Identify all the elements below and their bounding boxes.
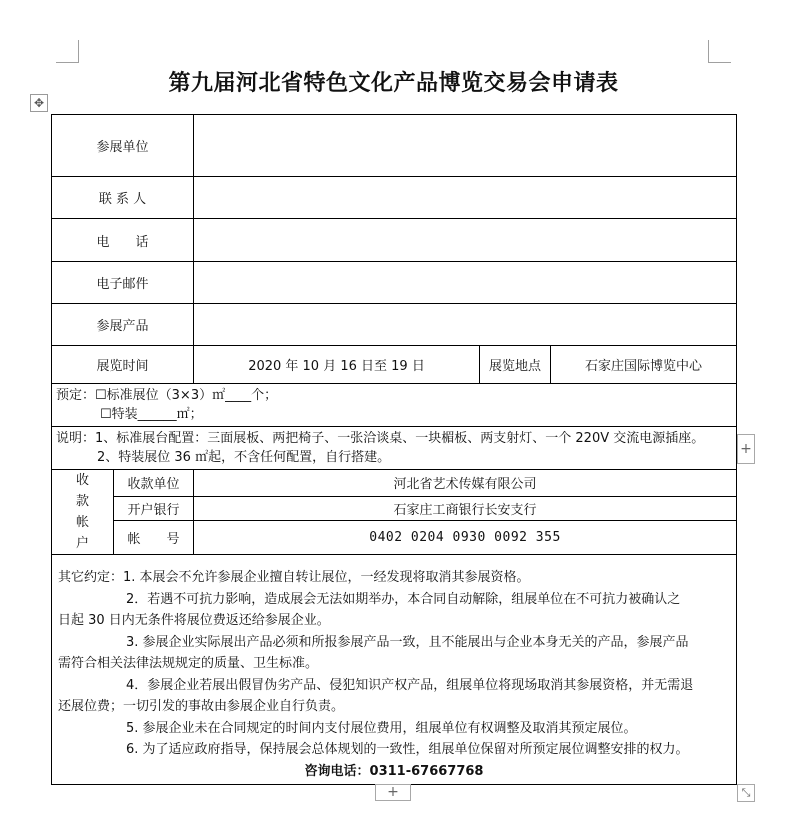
clause-2b: 日起 30 日内无条件将展位费返还给参展企业。 <box>58 613 330 628</box>
contact-label: 联 系 人 <box>52 177 194 219</box>
row-contact <box>52 177 737 219</box>
hotline: 咨询电话：0311-67667768 <box>304 763 484 779</box>
clause-1: 其它约定：1. 本展会不允许参展企业擅自转让展位，一经发现将取消其参展资格。 <box>58 570 530 585</box>
account-side-char: 帐 <box>75 515 89 530</box>
clause-3b: 需符合相关法律法规规定的质量、卫生标准。 <box>58 656 319 671</box>
booking-special-option[interactable]: ☐特装______㎡； <box>100 407 203 422</box>
bank-label: 开户银行 <box>114 496 194 520</box>
time-value: 2020 年 10 月 16 日至 19 日 <box>194 346 480 384</box>
booking-cell <box>52 384 737 427</box>
clause-4b: 还展位费；一切引发的事故由参展企业自行负责。 <box>58 699 345 714</box>
note-line-1: 说明：1、标准展台配置：三面展板、两把椅子、一张洽谈桌、一块楣板、两支射灯、一个 220V 交流电源插座。 <box>56 431 705 446</box>
notes-cell <box>52 427 737 470</box>
products-label: 参展产品 <box>52 304 194 346</box>
account-number-label: 帐 号 <box>114 520 194 554</box>
form-title: 第九届河北省特色文化产品博览交易会申请表 <box>168 70 619 96</box>
account-number-value: 0402 0204 0930 0092 355 <box>194 520 737 554</box>
add-row-button[interactable]: + <box>375 784 411 801</box>
clause-4a: 4．参展企业若展出假冒伪劣产品、侵犯知识产权产品，组展单位将现场取消其参展资格，并无需退 <box>126 677 694 693</box>
page-corner-mark <box>56 40 79 63</box>
application-form-table <box>51 114 736 783</box>
bank-value: 石家庄工商银行长安支行 <box>194 496 737 520</box>
row-products <box>52 304 737 346</box>
email-label: 电子邮件 <box>52 262 194 304</box>
row-payee <box>52 470 737 497</box>
row-booking <box>52 384 737 427</box>
place-label: 展览地点 <box>480 346 551 384</box>
payee-label: 收款单位 <box>114 470 194 497</box>
payee-value: 河北省艺术传媒有限公司 <box>194 470 737 497</box>
phone-label: 电 话 <box>52 219 194 262</box>
row-account-number <box>52 520 737 554</box>
exhibitor-label: 参展单位 <box>52 115 194 177</box>
account-side-label <box>52 470 114 555</box>
row-exhibitor <box>52 115 737 177</box>
note-line-2: 2、特装展位 36 ㎡起，不含任何配置，自行搭建。 <box>97 450 391 465</box>
time-label: 展览时间 <box>52 346 194 384</box>
products-value-cell[interactable] <box>194 304 737 346</box>
clause-2a: 2．若遇不可抗力影响，造成展会无法如期举办，本合同自动解除，组展单位在不可抗力被确认之 <box>126 591 681 607</box>
row-bank <box>52 496 737 520</box>
row-notes <box>52 427 737 470</box>
row-phone <box>52 219 737 262</box>
row-exhibition-time <box>52 346 737 384</box>
row-email <box>52 262 737 304</box>
add-column-button[interactable]: + <box>737 434 755 464</box>
page-corner-mark <box>708 40 731 63</box>
clauses-prefix: 其它约定： <box>58 570 124 585</box>
table-move-handle-icon[interactable]: ✥ <box>30 94 48 112</box>
table-resize-handle-icon[interactable]: ⤡ <box>737 784 755 802</box>
phone-value-cell[interactable] <box>194 219 737 262</box>
email-value-cell[interactable] <box>194 262 737 304</box>
row-clauses <box>52 555 737 785</box>
account-side-char: 收 <box>75 473 89 488</box>
account-side-char: 户 <box>75 536 89 551</box>
contact-value-cell[interactable] <box>194 177 737 219</box>
place-value: 石家庄国际博览中心 <box>551 346 737 384</box>
clause-3a: 3. 参展企业实际展出产品必须和所报参展产品一致，且不能展出与企业本身无关的产品，参展产品 <box>126 634 689 650</box>
exhibitor-value-cell[interactable] <box>194 115 737 177</box>
booking-standard-option[interactable]: 预定：☐标准展位（3×3）㎡____个； <box>56 388 278 403</box>
clause-5: 5. 参展企业未在合同规定的时间内支付展位费用，组展单位有权调整及取消其预定展位。 <box>126 720 637 736</box>
clauses-cell <box>52 555 737 785</box>
account-side-char: 款 <box>75 494 89 509</box>
clause-6: 6. 为了适应政府指导，保持展会总体规划的一致性，组展单位保留对所预定展位调整安排的权力。 <box>126 742 689 757</box>
